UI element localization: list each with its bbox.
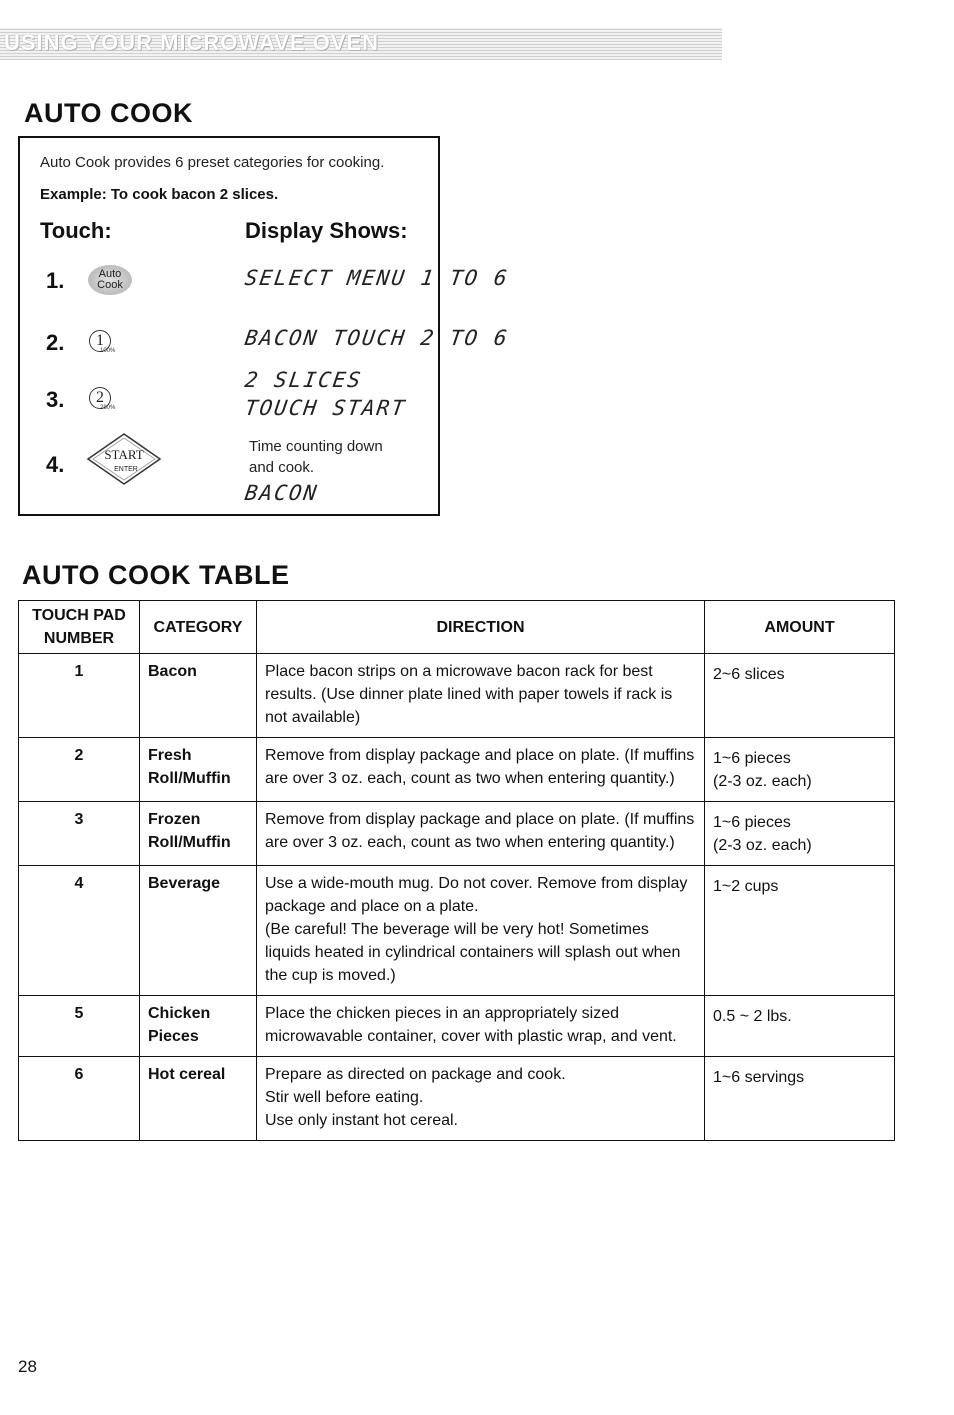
amount-text: (2-3 oz. each) [713,837,812,854]
amount [705,996,895,1057]
direction [257,866,705,996]
direction: Place the chicken pieces in an appropriately sized microwavable container, cover with plastic wrap, and vent. [257,996,705,1057]
table-row [19,866,895,996]
category-text: Roll/Muffin [148,770,231,787]
step-note-line1: Time counting down [249,438,383,455]
touch-pad-number: 3 [19,802,140,866]
direction: Remove from display package and place on plate. (If muffins are over 3 oz. each, count as two when entering quantity.) [257,802,705,866]
category [140,866,257,996]
display-readout: BACON TOUCH 2 TO 6 [243,326,511,350]
direction: Remove from display package and place on plate. (If muffins are over 3 oz. each, count as two when entering quantity.) [257,738,705,802]
touch-pad-number: 1 [19,654,140,738]
category-text: Hot cereal [148,1066,226,1083]
auto-cook-title: AUTO COOK [24,98,194,128]
display-readout: BACON [243,481,320,505]
column-header-direction: DIRECTION [257,601,705,654]
amount-text: 2~6 slices [713,666,785,683]
page-number: 28 [18,1357,37,1376]
category-text: Beverage [148,875,221,892]
amount-text: 1~2 cups [713,878,779,895]
direction: Place bacon strips on a microwave bacon rack for best results. (Use dinner plate lined with paper towels if rack is not available) [257,654,705,738]
display-readout: SELECT MENU 1 TO 6 [243,266,511,290]
category-text: Pieces [148,1028,199,1045]
start-enter-key-icon [86,432,162,486]
auto-cook-table-title: AUTO COOK TABLE [22,560,290,590]
auto-cook-key-line2: Cook [97,279,123,291]
category-text: Chicken [148,1005,211,1022]
table-header-row [19,601,895,654]
step-note-line2: and cook. [249,459,315,476]
key-number: 1 [96,332,104,349]
step-number: 2. [46,330,65,355]
header-text: TOUCH PAD [32,607,126,624]
amount-text: (2-3 oz. each) [713,773,812,790]
key-power-label: 100% [100,348,116,354]
auto-cook-example: Example: To cook bacon 2 slices. [40,186,279,203]
category-text: Fresh [148,747,192,764]
auto-cook-intro: Auto Cook provides 6 preset categories for cooking. [40,154,385,171]
direction-text: (Be careful! The beverage will be very hot! Sometimes liquids heated in cylindrical containers will splash out when the cup is moved.) [265,921,681,984]
category [140,996,257,1057]
amount-text: 1~6 pieces [713,750,791,767]
step-number: 4. [46,452,65,477]
amount [705,802,895,866]
auto-cook-instruction-box [18,136,511,516]
key-power-label: 280% [100,405,116,411]
category [140,1057,257,1141]
direction-text: Use a wide-mouth mug. Do not cover. Remove from display package and place on a plate. [265,875,688,915]
step-number: 1. [46,268,65,293]
table-row [19,654,895,738]
display-readout: 2 SLICES [243,368,364,392]
table-row [19,1057,895,1141]
amount-text: 1~6 pieces [713,814,791,831]
start-key-label: START [104,447,144,462]
display-readout: TOUCH START [243,396,408,420]
amount-text: 1~6 servings [713,1069,805,1086]
direction-text: Prepare as directed on package and cook. [265,1066,566,1083]
step-number: 3. [46,387,65,412]
amount [705,654,895,738]
auto-cook-key-line1: Auto [98,268,122,280]
banner-title: USING YOUR MICROWAVE OVEN [4,30,380,55]
amount-text: 0.5 ~ 2 lbs. [713,1008,792,1025]
amount [705,738,895,802]
key-number: 2 [96,389,104,406]
header-text: NUMBER [43,630,115,647]
auto-cook-key-icon [88,265,132,295]
touch-pad-number: 5 [19,996,140,1057]
category-text: Bacon [148,663,197,680]
category [140,654,257,738]
step-note [249,436,383,478]
touch-pad-number: 4 [19,866,140,996]
touch-pad-number: 6 [19,1057,140,1141]
touch-pad-number: 2 [19,738,140,802]
category [140,738,257,802]
direction-text: Use only instant hot cereal. [265,1112,458,1129]
column-header-amount: AMOUNT [705,601,895,654]
column-header-category: CATEGORY [140,601,257,654]
category [140,802,257,866]
table-row [19,738,895,802]
enter-key-label: ENTER [114,466,138,473]
direction-text: Stir well before eating. [265,1089,424,1106]
category-text: Roll/Muffin [148,834,231,851]
table-row [19,996,895,1057]
auto-cook-table [18,600,895,1141]
amount [705,866,895,996]
column-header-touch-pad [19,601,140,654]
display-heading: Display Shows: [245,218,408,243]
section-banner [0,28,722,60]
category-text: Frozen [148,811,201,828]
table-row [19,802,895,866]
touch-heading: Touch: [40,218,112,243]
amount [705,1057,895,1141]
direction [257,1057,705,1141]
